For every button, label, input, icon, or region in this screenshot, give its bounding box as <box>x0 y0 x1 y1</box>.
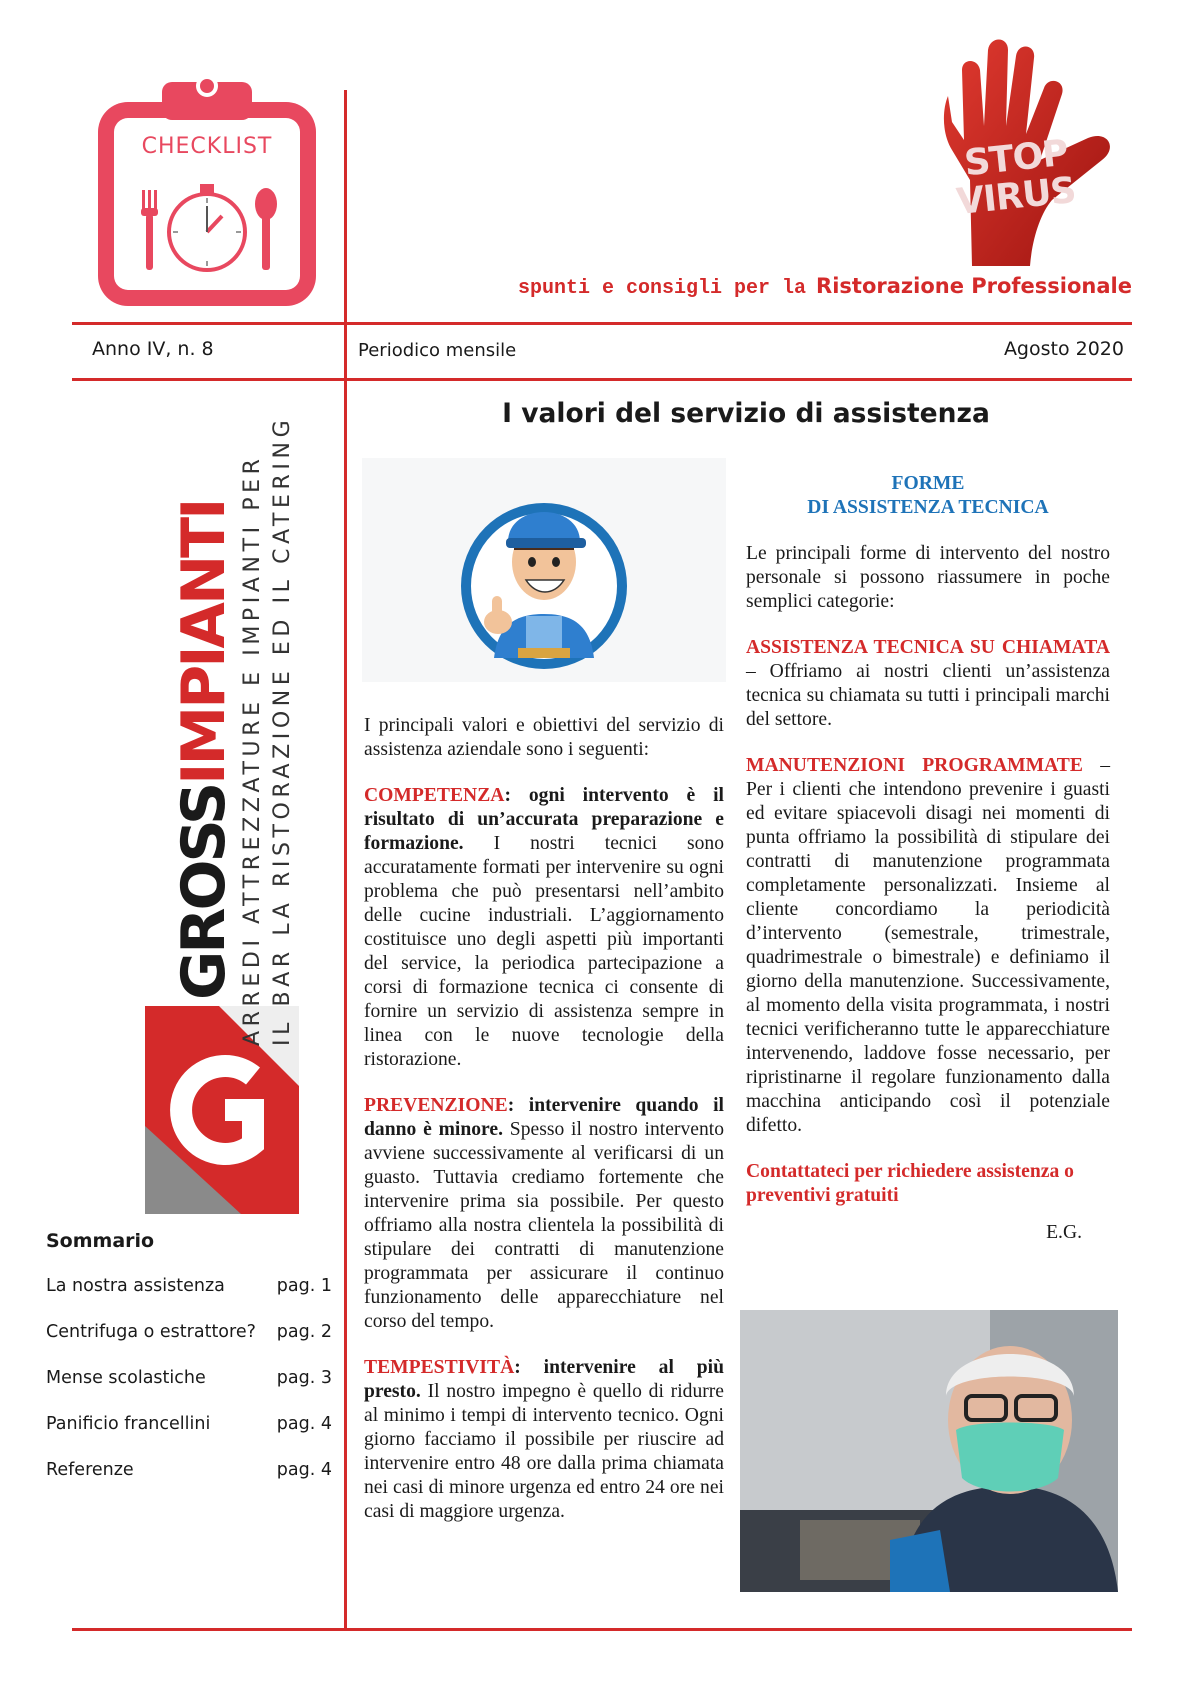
brand-part2: IMPIANTI <box>169 500 239 785</box>
value-tempestivita <box>364 1356 724 1524</box>
article-intro: I principali valori e obiettivi del servizio di assistenza aziendale sono i seguenti: <box>364 715 724 760</box>
brand-subline1: ARREDI ATTREZZATURE E IMPIANTI PER <box>240 454 265 1046</box>
article-right-column <box>746 472 1110 1244</box>
side-heading-line2: DI ASSISTENZA TECNICA <box>807 497 1049 518</box>
brand-subline2: IL BAR LA RISTORAZIONE ED IL CATERING <box>270 415 295 1046</box>
value-competenza <box>364 784 724 1072</box>
toc-title: Sommario <box>46 1230 155 1252</box>
stop-virus-image <box>912 30 1130 266</box>
signature: E.G. <box>1046 1222 1082 1243</box>
checklist-logo <box>96 72 318 308</box>
vertical-divider <box>344 90 347 1630</box>
stop-virus-line2: VIRUS <box>954 169 1078 224</box>
form-body: – Offriamo ai nostri clienti un’assistenza tecnica su chiamata su tutti i principali marchi del settore. <box>746 661 1110 730</box>
value-lead: : intervenire al più presto. <box>364 1357 724 1402</box>
brand-part1: GROSS <box>169 784 239 1000</box>
masthead-bottom-rule <box>72 378 1132 381</box>
form-key: MANUTENZIONI PROGRAMMATE <box>746 755 1083 776</box>
form-scheduled <box>746 754 1110 1138</box>
periodicity: Periodico mensile <box>358 340 517 361</box>
toc-page: pag. 3 <box>276 1368 332 1388</box>
article-left-column <box>364 714 724 1524</box>
side-intro: Le principali forme di intervento del nostro personale si possono riassumere in poche semplici categorie: <box>746 543 1110 612</box>
toc-page: pag. 4 <box>276 1414 332 1434</box>
toc-label: Mense scolastiche <box>46 1368 206 1388</box>
side-heading-line1: FORME <box>891 473 965 494</box>
value-lead: : ogni intervento è il risultato di un’accurata preparazione e formazione. <box>364 785 724 854</box>
technician-illustration <box>362 458 726 682</box>
toc-label: La nostra assistenza <box>46 1276 225 1296</box>
technician-icon <box>362 458 726 682</box>
tagline <box>360 274 1132 300</box>
value-lead: : intervenire quando il danno è minore. <box>364 1095 724 1140</box>
value-key: COMPETENZA <box>364 785 505 806</box>
toc-item-5[interactable] <box>46 1460 332 1480</box>
technician-photo-icon <box>740 1310 1118 1592</box>
footer-rule <box>72 1628 1132 1631</box>
form-on-call <box>746 636 1110 732</box>
value-body: Il nostro impegno è quello di ridurre al minimo i tempi di intervento tecnico. Ogni giorno facciamo il possibile per riuscire ad intervenire entro 48 ore dalla prima chiamata nei casi di minore urgenza ed entro 24 ore nei casi di maggiore urgenza. <box>364 1381 724 1522</box>
value-prevenzione <box>364 1094 724 1334</box>
brand-wordmark <box>169 440 239 1000</box>
technician-photo <box>740 1310 1118 1592</box>
issue-date: Agosto 2020 <box>1003 338 1124 360</box>
tagline-bold: Ristorazione Professionale <box>816 274 1132 298</box>
issue-number: Anno IV, n. 8 <box>92 338 214 360</box>
header-bottom-rule <box>72 322 1132 325</box>
toc-item-2[interactable] <box>46 1322 332 1342</box>
tagline-prefix: spunti e consigli per la <box>517 277 807 300</box>
toc-item-1[interactable] <box>46 1276 332 1296</box>
toc-page: pag. 2 <box>276 1322 332 1342</box>
clipboard-icon <box>96 72 318 308</box>
stop-virus-line1: STOP <box>962 132 1070 185</box>
value-body: Spesso il nostro intervento avviene successivamente al verificarsi di un guasto. Tuttavia crediamo fortemente che intervenire prima sia possibile. Per questo offriamo alla nostra clientela la possibilità di stipulare dei contratti di manutenzione programmata per assicurare il continuo funzionamento delle apparecchiature nel corso del tempo. <box>364 1119 724 1332</box>
toc-item-3[interactable] <box>46 1368 332 1388</box>
toc-page: pag. 1 <box>276 1276 332 1296</box>
article-title: I valori del servizio di assistenza <box>502 398 990 429</box>
toc-item-4[interactable] <box>46 1414 332 1434</box>
toc-label: Referenze <box>46 1460 134 1480</box>
checklist-logo-text: CHECKLIST <box>141 134 273 159</box>
value-body: I nostri tecnici sono accuratamente formati per intervenire su ogni problema che può presentarsi nell’ambito delle cucine industriali. L’aggiornamento costituisce uno degli aspetti più importanti del service, la periodica partecipazione a corsi di formazione tecnica ci consente di fornire un servizio di assistenza sempre in linea con le nuove tecnologie della ristorazione. <box>364 833 724 1070</box>
toc-label: Centrifuga o estrattore? <box>46 1322 256 1342</box>
value-key: PREVENZIONE <box>364 1095 508 1116</box>
contact-cta: Contattateci per richiedere assistenza o preventivi gratuiti <box>746 1161 1074 1206</box>
form-body: – Per i clienti che intendono prevenire i guasti ed evitare spiacevoli disagi nei momenti di punta offriamo la possibilità di stipulare dei contratti di manutenzione programmata completamente personalizzati. Insieme al cliente concordiamo la periodicità d’intervento (semestrale, trimestrale, quadrimestrale o bimestrale) e definiamo il giorno della manutenzione. Successivamente, al momento della visita programmata, i nostri tecnici verificheranno tutte le apparecchiature intervenendo, laddove fosse necessario, per ripristinarne il regolare funzionamento dalla macchina anticipando così il potenziale difetto. <box>746 755 1110 1136</box>
form-key: ASSISTENZA TECNICA SU CHIAMATA <box>746 637 1110 658</box>
toc-label: Panificio francellini <box>46 1414 211 1434</box>
toc-page: pag. 4 <box>276 1460 332 1480</box>
value-key: TEMPESTIVITÀ <box>364 1357 515 1378</box>
